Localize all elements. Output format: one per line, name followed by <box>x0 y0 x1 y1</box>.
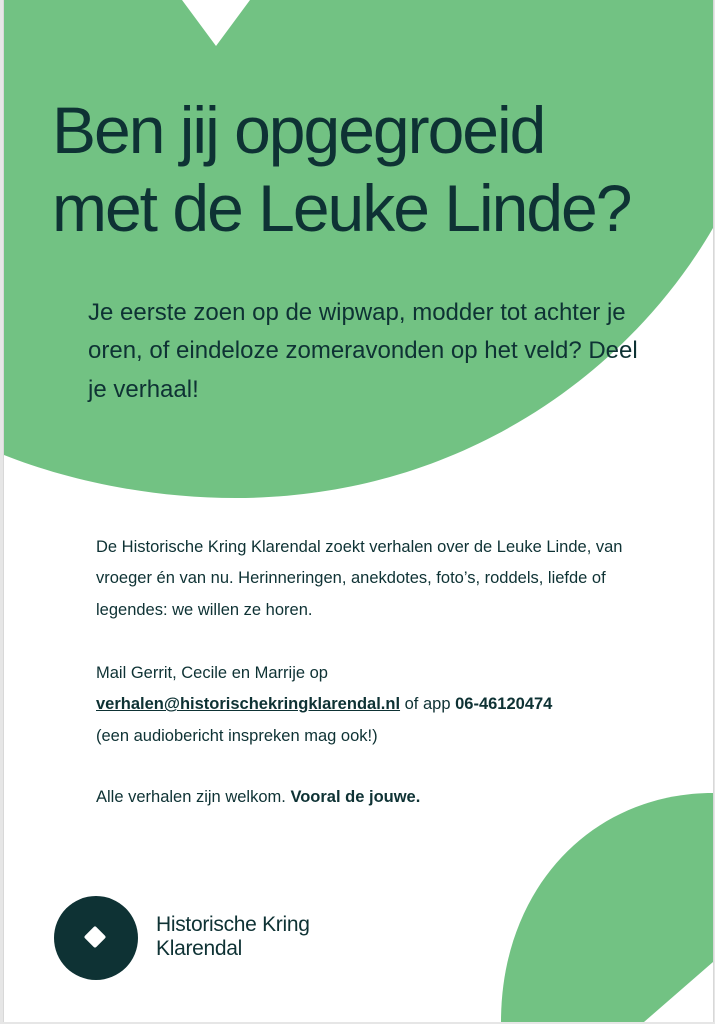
contact-app-text: of app <box>404 695 451 714</box>
logo-line-1: Historische Kring <box>156 913 310 936</box>
bottom-right-green-shape <box>501 793 713 1022</box>
subheadline: Je eerste zoen op de wipwap, modder tot achter je oren, of eindeloze zomeravonden op het veld? Deel je verhaal! <box>88 299 638 403</box>
closing-emphasis: Vooral de jouwe. <box>290 788 421 806</box>
closing-text: Alle verhalen zijn welkom. <box>96 788 286 806</box>
logo-mark <box>54 896 138 980</box>
diamond-icon <box>84 926 107 949</box>
top-green-shape <box>4 0 713 498</box>
contact-paragraph <box>96 658 656 752</box>
poster-page <box>3 0 714 1022</box>
contact-note: (een audiobericht inspreken mag ook!) <box>96 726 378 745</box>
logo-line-2: Klarendal <box>156 937 243 961</box>
headline <box>52 92 692 248</box>
contact-prefix: Mail Gerrit, Cecile en Marrije op <box>96 664 328 682</box>
closing-paragraph <box>96 782 656 813</box>
headline-line-1: Ben jij opgegroeid <box>52 93 545 167</box>
intro-paragraph: De Historische Kring Klarendal zoekt verhalen over de Leuke Linde, van vroeger én van nu. Herinneringen, anekdotes, foto’s, roddels, liefde of legendes: we willen ze horen. <box>96 538 623 619</box>
headline-line-2: met de Leuke Linde? <box>52 170 631 245</box>
email-link[interactable]: verhalen@historischekringklarendal.nl <box>96 695 401 714</box>
logo-text <box>156 913 310 961</box>
phone-number: 06-46120474 <box>455 695 553 714</box>
